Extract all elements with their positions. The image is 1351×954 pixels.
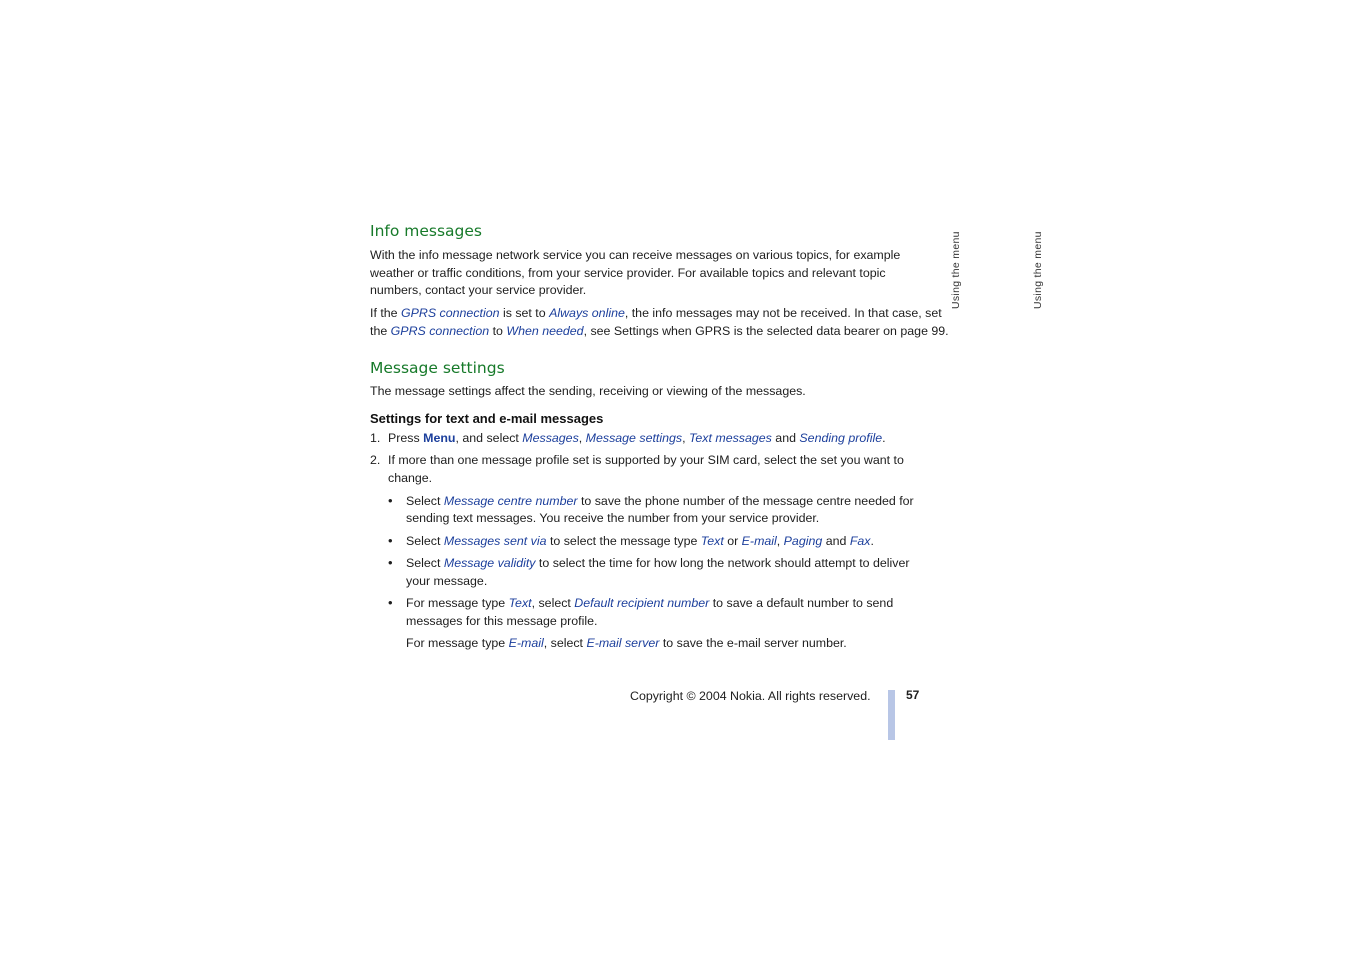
copyright-notice: Copyright © 2004 Nokia. All rights reserved. — [630, 689, 871, 703]
info-para2-line2 — [370, 322, 949, 340]
step1-text — [388, 429, 886, 447]
subheading-text-email-settings: Settings for text and e-mail messages — [370, 411, 604, 426]
bullet3-line2: your message. — [406, 574, 488, 588]
menu-term: E-mail server — [586, 636, 660, 650]
info-para1-line3: numbers, contact your service provider. — [370, 283, 587, 297]
text: Press — [388, 431, 424, 445]
text: Select — [406, 534, 444, 548]
bullet3-line1 — [406, 554, 909, 572]
bullet-marker: • — [388, 493, 393, 508]
bullet1-line1 — [406, 492, 914, 510]
bullet2-line1 — [406, 532, 874, 550]
menu-term: E-mail — [741, 534, 777, 548]
heading-message-settings: Message settings — [370, 359, 505, 377]
info-para1-line1: With the info message network service you can receive messages on various topics, for example — [370, 248, 901, 262]
menu-term: When needed — [506, 324, 584, 338]
side-label-right: Using the menu — [1032, 231, 1044, 309]
text: , — [578, 431, 586, 445]
menu-term: GPRS connection — [401, 306, 500, 320]
bullet-marker: • — [388, 533, 393, 548]
text: and — [822, 534, 850, 548]
menu-term: GPRS connection — [390, 324, 490, 338]
text: is set to — [499, 306, 550, 320]
menu-term: Text — [508, 596, 532, 610]
menu-term: Message settings — [585, 431, 683, 445]
menu-term: Messages sent via — [443, 534, 547, 548]
text: to select the time for how long the network should attempt to deliver — [535, 556, 910, 570]
text: . — [882, 431, 886, 445]
text: , select — [543, 636, 587, 650]
text: For message type — [406, 636, 509, 650]
text: For message type — [406, 596, 509, 610]
text: to — [489, 324, 507, 338]
menu-term: Message centre number — [443, 494, 578, 508]
settings-intro: The message settings affect the sending, receiving or viewing of the messages. — [370, 384, 806, 398]
text: , and select — [455, 431, 523, 445]
info-para2-line1 — [370, 304, 942, 322]
text: and — [771, 431, 800, 445]
text: , the info messages may not be received. In that case, set — [624, 306, 942, 320]
text: , see Settings when GPRS is the selected data bearer on page 99. — [583, 324, 949, 338]
bullet-marker: • — [388, 595, 393, 610]
margin-bar — [888, 690, 895, 740]
menu-term: Paging — [783, 534, 823, 548]
menu-term: E-mail — [508, 636, 544, 650]
step2-line2: change. — [388, 471, 433, 485]
menu-term: Text — [700, 534, 724, 548]
step2-line1: If more than one message profile set is supported by your SIM card, select the set you want to — [388, 453, 904, 467]
text: If the — [370, 306, 401, 320]
text: to save the phone number of the message centre needed for — [577, 494, 914, 508]
text: , — [682, 431, 689, 445]
text: to save a default number to send — [709, 596, 894, 610]
step1-number: 1. — [370, 431, 381, 445]
text: Select — [406, 494, 444, 508]
text: . — [870, 534, 874, 548]
text: to save the e-mail server number. — [659, 636, 847, 650]
menu-term: Messages — [522, 431, 579, 445]
text: , — [776, 534, 784, 548]
menu-term: Sending profile — [799, 431, 883, 445]
menu-term: Fax — [849, 534, 871, 548]
step2-number: 2. — [370, 453, 381, 467]
bullet4-line2: messages for this message profile. — [406, 614, 598, 628]
bullet4-line1 — [406, 594, 893, 612]
menu-term: Message validity — [443, 556, 536, 570]
menu-term: Always online — [549, 306, 625, 320]
info-para1-line2: weather or traffic conditions, from your service provider. For available topics and relevant topic — [370, 266, 886, 280]
text: Select — [406, 556, 444, 570]
text: or — [723, 534, 742, 548]
text: to select the message type — [546, 534, 701, 548]
softkey-menu: Menu — [423, 431, 456, 445]
menu-term: Default recipient number — [574, 596, 710, 610]
side-label-left: Using the menu — [950, 231, 962, 309]
text: the — [370, 324, 391, 338]
menu-term: Text messages — [688, 431, 772, 445]
text: , select — [531, 596, 575, 610]
heading-info-messages: Info messages — [370, 222, 482, 240]
bullet-marker: • — [388, 555, 393, 570]
page-number: 57 — [906, 688, 920, 702]
bullet1-line2: sending text messages. You receive the number from your service provider. — [406, 511, 820, 525]
bullet4-extra-line — [406, 634, 847, 652]
